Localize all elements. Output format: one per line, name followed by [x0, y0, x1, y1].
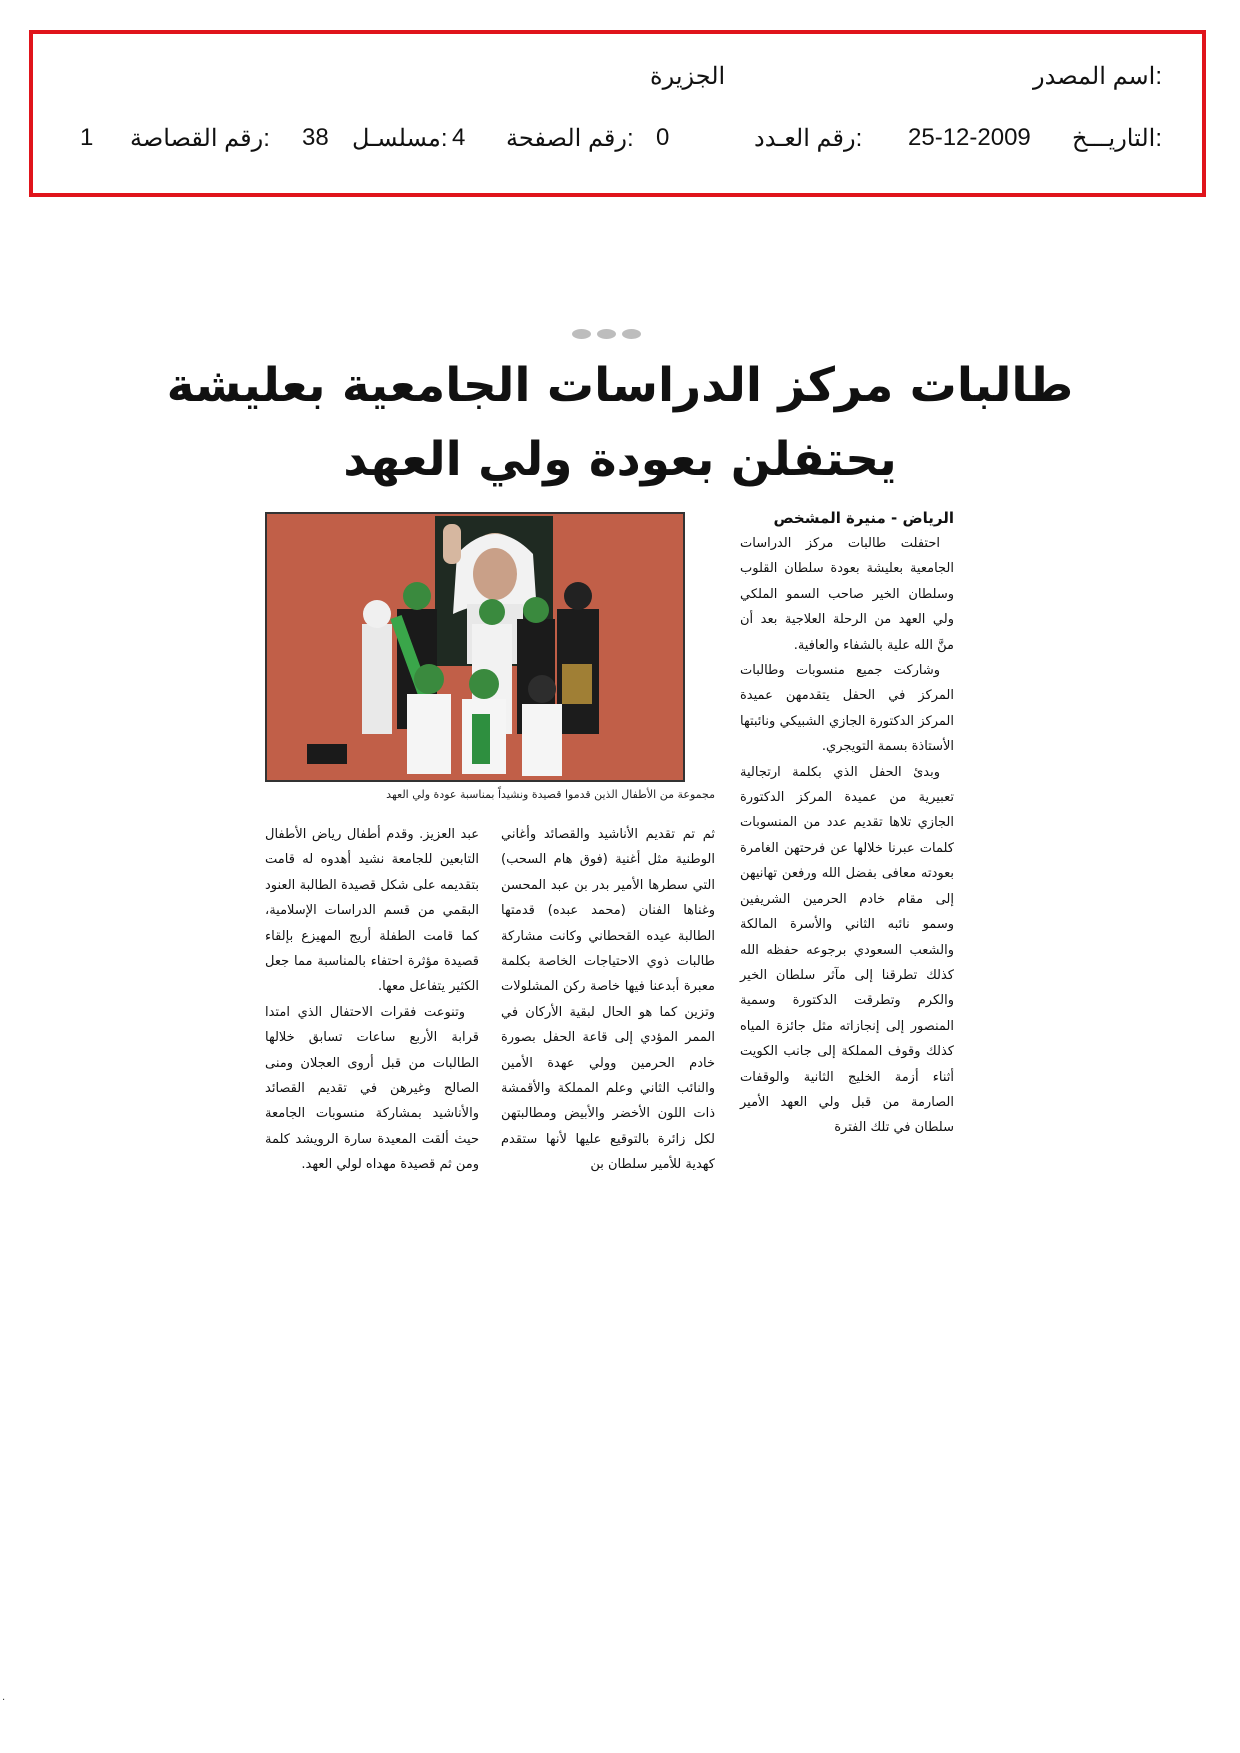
- date-value: 25-12-2009: [908, 124, 1031, 151]
- paragraph: وشاركت جميع منسوبات وطالبات المركز في الحفل يتقدمهن عميدة المركز الدكتورة الجازي الشبيكي ونائبتها الأستاذة بسمة التويجري.: [740, 663, 954, 755]
- children-group-photo: [267, 514, 683, 780]
- paragraph: عبد العزيز. وقدم أطفال رياض الأطفال التابعين للجامعة نشيد أهدوه له قامت بتقديمه على شكل قصيدة الطالبة العنود البقمي من قسم الدراسات الإسلامية، كما قامت الطفلة أريج المهيزع بإلقاء قصيدة مؤثرة احتفاء بالمناسبة مما جعل الكثير يتفاعل معها.: [265, 827, 479, 995]
- clip-label: رقم القصاصة:: [130, 125, 270, 152]
- paragraph: وتنوعت فقرات الاحتفال الذي امتدا قرابة الأربع ساعات تسابق خلالها الطالبات من قبل أروى العجلان ومنى الصالح وغيرهن في تقديم القصائد والأناشيد بمشاركة منسوبات الجامعة حيث ألقت المعيدة سارة الرويشد كلمة ومن ثم قصيدة مهداه لولي العهد.: [265, 1004, 479, 1173]
- photo-caption: مجموعة من الأطفال الذين قدموا قصيدة ونشيداً بمناسبة عودة ولي العهد: [386, 788, 715, 801]
- issue-label: رقم العـدد:: [754, 125, 863, 152]
- edge-mark: .: [2, 1692, 6, 1703]
- page-label: رقم الصفحة:: [506, 125, 634, 152]
- paragraph: ثم تم تقديم الأناشيد والقصائد وأغاني الوطنية مثل أغنية (فوق هام السحب) التي سطرها الأمير بدر بن عبد المحسن وغناها الفنان (محمد عبده) قدمتها الطالبة عيده القحطاني وكانت مشاركة طالبات ذوي الاحتياجات الخاصة بكلمة معبرة أبدعنا فيها خاصة ركن المشلولات وتزين كما هو الحال لبقية الأركان في الممر المؤدي إلى قاعة الحفل بصورة خادم الحرمين وولي عهدة الأمين والنائب الثاني وعلم المملكة والأقمشة ذات اللون الأخضر والأبيض ومطالبتهن لكل زائرة بالتوقيع عليها لأنها ستقدم كهدية للأمير سلطان بن: [501, 827, 715, 1173]
- article-column-3: [265, 822, 479, 1178]
- article-column-2: [501, 822, 715, 1178]
- serial-label: مسلسـل:: [352, 125, 448, 152]
- page-value: 4: [452, 124, 466, 151]
- serial-value: 38: [302, 124, 329, 151]
- clip-value: 1: [80, 124, 94, 151]
- date-label: التاريـــخ:: [1071, 125, 1162, 152]
- issue-value: 0: [656, 124, 670, 151]
- paragraph: وبدئ الحفل الذي بكلمة ارتجالية تعبيرية من عميدة المركز الدكتورة الجازي تلاها تقديم عدد من المنسوبات كلمات عبرنا خلالها عن فرحتهن الغامرة بعودته معافى بفضل الله ورفعن تهانيهن إلى مقام خادم الحرمين الشريفين وسمو نائبه الثاني والأسرة المالكة والشعب السعودي برجوعه حفظه الله كذلك تطرقنا إلى مآثر سلطان الخير والكرم وتطرقت الدكتورة وسمية المنصور إلى إنجازاته مثل جائزة المياه كذلك وقوف المملكة إلى جانب الكويت أثناء أزمة الخليج الثانية والوقفات الصارمة من قبل ولي العهد الأمير سلطان في تلك الفترة: [740, 764, 954, 1136]
- dot: [622, 329, 641, 339]
- dot: [597, 329, 616, 339]
- decorative-dots: [572, 324, 647, 343]
- article-column-1: [740, 506, 954, 1141]
- source-label: اسم المصدر:: [1033, 63, 1162, 90]
- clipping-info-box: [29, 30, 1206, 197]
- headline-line-1: طالبات مركز الدراسات الجامعية بعليشة: [166, 358, 1074, 413]
- source-value: الجزيرة: [650, 63, 726, 90]
- paragraph: احتفلت طالبات مركز الدراسات الجامعية بعليشة بعودة سلطان القلوب وسلطان الخير صاحب السمو الملكي ولي العهد من الرحلة العلاجية بعد أن منَّ الله علية بالشفاء والعافية.: [740, 536, 954, 653]
- headline-line-2: يحتفلن بعودة ولي العهد: [343, 432, 897, 487]
- article-photo: [265, 512, 685, 782]
- dot: [572, 329, 591, 339]
- byline: الرياض - منيرة المشخص: [773, 509, 954, 527]
